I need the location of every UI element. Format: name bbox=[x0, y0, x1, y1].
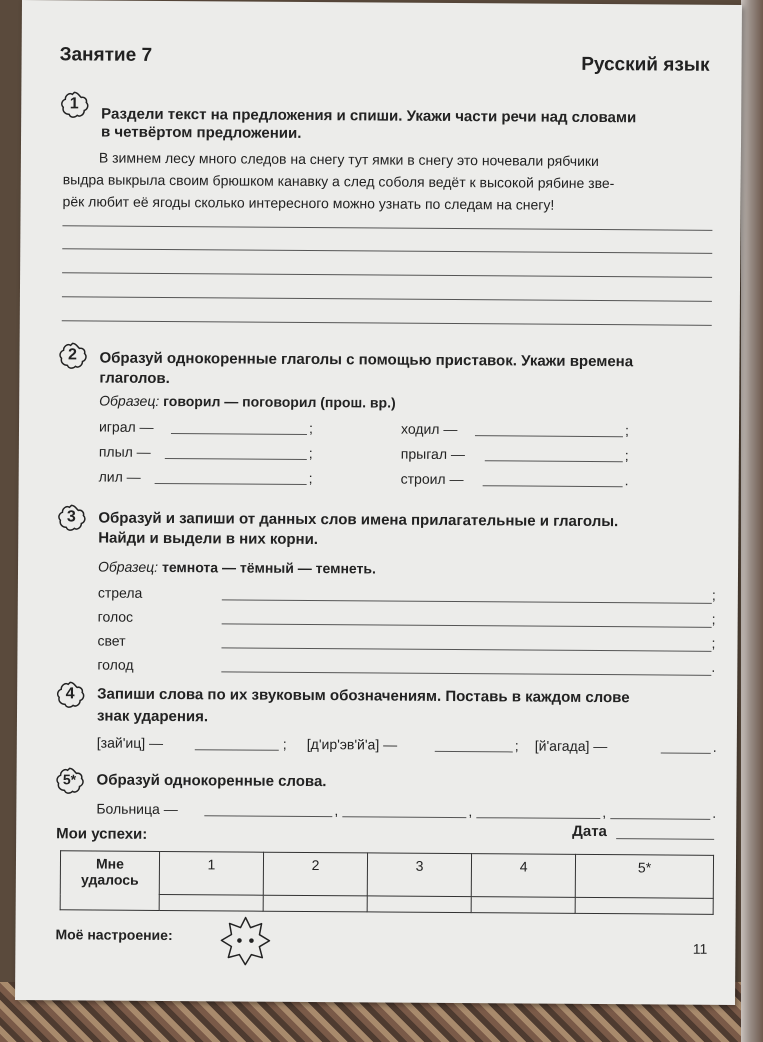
task-1-number: 1 bbox=[69, 95, 79, 113]
task-2-title-line2: глаголов. bbox=[99, 369, 170, 388]
answer-blank[interactable] bbox=[610, 818, 710, 820]
task-3-end: . bbox=[711, 658, 716, 675]
answer-blank[interactable] bbox=[485, 460, 623, 462]
sample-label: Образец: bbox=[99, 392, 160, 409]
task-5-title: Образуй однокоренные слова. bbox=[96, 771, 327, 791]
date-label: Дата bbox=[572, 822, 607, 841]
task-5-sep: , bbox=[334, 802, 339, 819]
task-2-badge bbox=[57, 341, 87, 371]
answer-line[interactable] bbox=[221, 647, 711, 651]
task-5-badge bbox=[54, 766, 84, 796]
lesson-title: Занятие 7 bbox=[59, 44, 153, 66]
task-2-left-item: плыл — bbox=[98, 443, 151, 460]
task-3-word: голод bbox=[97, 656, 134, 673]
subject-title: Русский язык bbox=[581, 53, 710, 76]
answer-blank[interactable] bbox=[204, 815, 332, 817]
results-col-1: 1 bbox=[159, 851, 263, 895]
task-4-title-line2: знак ударения. bbox=[96, 707, 209, 726]
task-4-badge bbox=[55, 680, 85, 710]
task-5-sep: . bbox=[712, 804, 717, 821]
results-cell[interactable] bbox=[575, 898, 713, 915]
answer-blank[interactable] bbox=[171, 433, 307, 435]
task-1-text-line1: В зимнем лесу много следов на снегу тут ямки в снегу это ночевали рябчики bbox=[98, 149, 599, 170]
answer-blank[interactable] bbox=[476, 817, 600, 819]
task-2-left-end: ; bbox=[308, 420, 313, 437]
task-4-end: . bbox=[712, 738, 717, 755]
task-4-item: [д'ир'эв'й'а] — bbox=[306, 736, 398, 753]
task-2-right-end: . bbox=[624, 472, 629, 489]
results-row-label-1: Мне bbox=[95, 855, 124, 872]
task-4-item: [зай'иц] — bbox=[96, 734, 164, 752]
results-cell[interactable] bbox=[367, 896, 471, 912]
answer-blank[interactable] bbox=[195, 749, 279, 751]
answer-blank[interactable] bbox=[483, 485, 623, 487]
writing-line[interactable] bbox=[62, 272, 712, 278]
results-col-3: 3 bbox=[367, 853, 471, 897]
task-1-title-line1: Раздели текст на предложения и спиши. Укажи части речи над словами bbox=[101, 105, 637, 127]
results-cell[interactable] bbox=[263, 896, 367, 912]
results-label: Мои успехи: bbox=[56, 825, 148, 843]
results-row-label bbox=[60, 851, 159, 911]
mood-face-icon[interactable] bbox=[217, 913, 273, 969]
task-1-text-line2: выдра выкрыла своим брюшком канавку а след соболя ведёт к высокой рябине зве- bbox=[62, 171, 615, 192]
answer-line[interactable] bbox=[222, 623, 712, 627]
task-2-left-end: ; bbox=[308, 445, 313, 462]
answer-blank[interactable] bbox=[435, 751, 513, 753]
sample-label: Образец: bbox=[97, 558, 159, 575]
task-5-word: Больница — bbox=[96, 800, 178, 818]
task-2-left-end: ; bbox=[308, 470, 313, 487]
task-5-sep: , bbox=[468, 803, 473, 820]
task-2-right-item: строил — bbox=[400, 470, 464, 488]
task-3-word: свет bbox=[97, 632, 126, 649]
writing-line[interactable] bbox=[62, 320, 712, 326]
page-header bbox=[59, 44, 709, 81]
task-3-title-line2: Найди и выдели в них корни. bbox=[98, 529, 319, 549]
task-3-end: ; bbox=[711, 634, 716, 651]
task-2-right-item: ходил — bbox=[400, 420, 458, 438]
sample-text: темнота — тёмный — темнеть. bbox=[161, 558, 376, 577]
task-4-item: [й'агада] — bbox=[534, 737, 608, 755]
task-3-badge bbox=[56, 503, 86, 533]
answer-line[interactable] bbox=[222, 599, 712, 603]
results-row-label-2: удалось bbox=[81, 871, 139, 888]
results-col-5: 5* bbox=[575, 854, 713, 898]
task-3-end: ; bbox=[711, 586, 716, 603]
results-col-2: 2 bbox=[263, 852, 367, 896]
task-2-left-item: лил — bbox=[98, 468, 141, 485]
task-3-number: 3 bbox=[66, 508, 76, 526]
sample-text: говорил — поговорил (прош. вр.) bbox=[163, 392, 396, 411]
results-table bbox=[60, 850, 714, 915]
answer-blank[interactable] bbox=[342, 816, 466, 818]
results-cell[interactable] bbox=[471, 897, 575, 913]
task-3-word: стрела bbox=[97, 584, 143, 601]
task-4-end: ; bbox=[282, 735, 287, 752]
task-5-sep: , bbox=[602, 804, 607, 821]
task-2-right-end: ; bbox=[624, 447, 629, 464]
results-col-4: 4 bbox=[471, 854, 575, 898]
task-3-title-line1: Образуй и запиши от данных слов имена прилагательные и глаголы. bbox=[98, 509, 619, 531]
task-2-number: 2 bbox=[68, 346, 78, 364]
writing-line[interactable] bbox=[62, 225, 712, 231]
answer-blank[interactable] bbox=[155, 483, 307, 485]
task-2-right-end: ; bbox=[624, 422, 629, 439]
answer-line[interactable] bbox=[221, 671, 711, 675]
task-1-text-line3: рёк любит её ягоды сколько интересного можно узнать по следам на снегу! bbox=[62, 193, 555, 213]
task-4-end: ; bbox=[514, 737, 519, 754]
writing-line[interactable] bbox=[62, 296, 712, 302]
task-3-word: голос bbox=[97, 608, 134, 625]
task-5-number: 5* bbox=[62, 771, 77, 788]
task-2-left-item: играл — bbox=[98, 418, 154, 435]
page-edge-shadow bbox=[741, 0, 763, 1042]
task-3-end: ; bbox=[711, 610, 716, 627]
task-4-title-line1: Запиши слова по их звуковым обозначениям. Поставь в каждом слове bbox=[97, 685, 630, 707]
answer-blank[interactable] bbox=[475, 435, 623, 437]
date-field[interactable] bbox=[616, 838, 714, 840]
task-2-right-item: прыгал — bbox=[400, 445, 465, 463]
task-2-sample bbox=[99, 393, 396, 411]
answer-blank[interactable] bbox=[165, 458, 307, 460]
workbook-page bbox=[15, 0, 742, 1005]
page-number: 11 bbox=[692, 940, 708, 957]
writing-line[interactable] bbox=[62, 248, 712, 254]
mood-label: Моё настроение: bbox=[55, 926, 173, 944]
task-3-sample bbox=[98, 559, 376, 577]
task-2-title-line1: Образуй однокоренные глаголы с помощью приставок. Укажи времена bbox=[99, 349, 634, 371]
results-cell[interactable] bbox=[159, 895, 263, 911]
task-4-number: 4 bbox=[65, 685, 75, 703]
task-1-title-line2: в четвёртом предложении. bbox=[101, 123, 302, 142]
task-1-badge bbox=[59, 90, 89, 120]
answer-blank[interactable] bbox=[661, 752, 711, 753]
